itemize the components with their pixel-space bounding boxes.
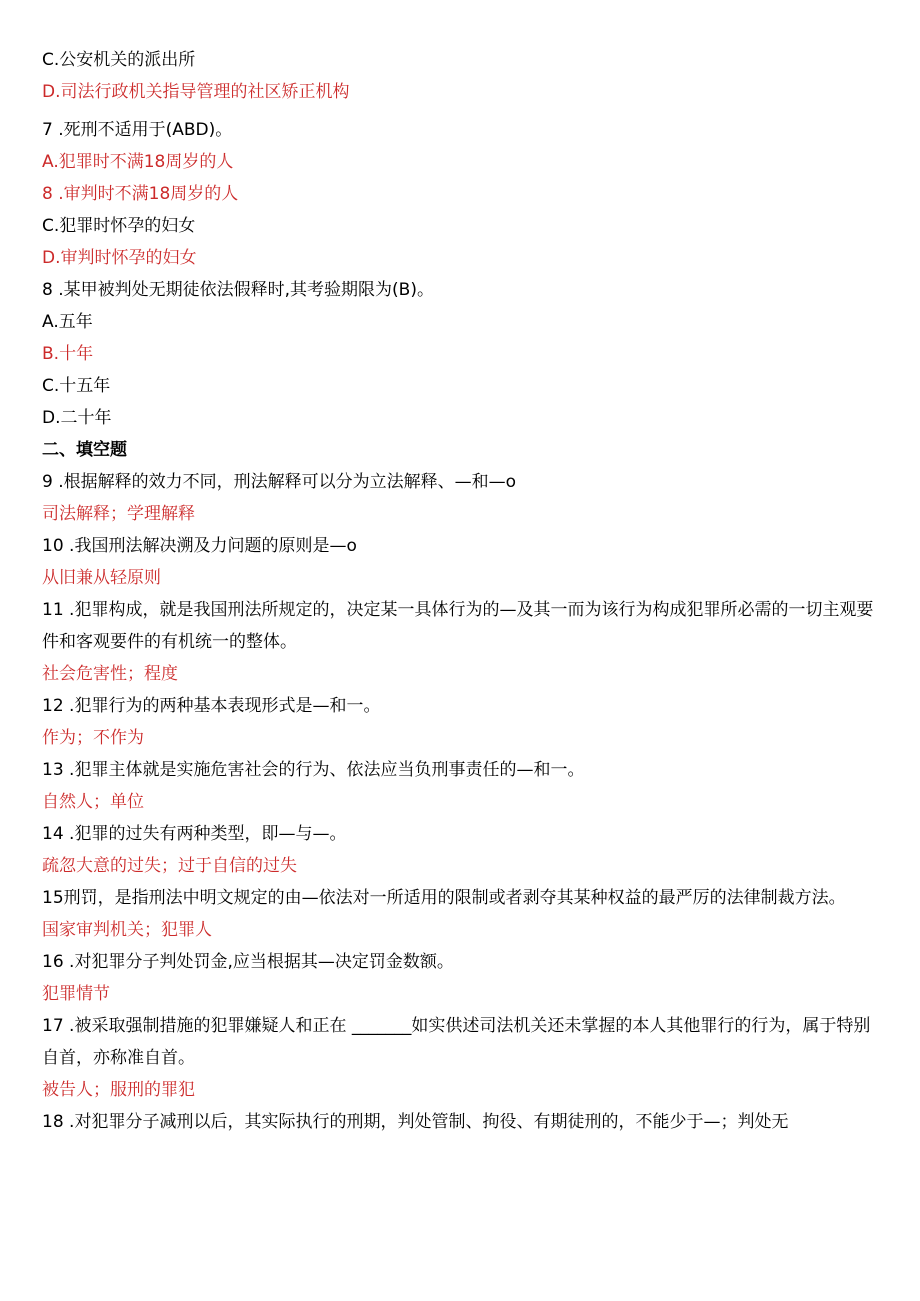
- answer-option-line: D.司法行政机关指导管理的社区矫正机构: [42, 82, 350, 102]
- question-line: 13 .犯罪主体就是实施危害社会的行为、依法应当负刑事责任的—和一。: [42, 760, 585, 780]
- answer-line: 被告人；服刑的罪犯: [42, 1080, 195, 1100]
- question-line: 7 .死刑不适用于(ABD)。: [42, 120, 233, 140]
- option-line: C.公安机关的派出所: [42, 50, 196, 70]
- option-line: C.犯罪时怀孕的妇女: [42, 216, 196, 236]
- answer-line: 犯罪情节: [42, 984, 110, 1004]
- question-line: 16 .对犯罪分子判处罚金,应当根据其—决定罚金数额。: [42, 952, 454, 972]
- question-line: 9 .根据解释的效力不同，刑法解释可以分为立法解释、—和—o: [42, 472, 517, 492]
- question-line: 10 .我国刑法解决溯及力问题的原则是—o: [42, 536, 357, 556]
- question-line: 18 .对犯罪分子减刑以后，其实际执行的刑期，判处管制、拘役、有期徒刑的，不能少于—；判处无: [42, 1112, 789, 1132]
- question-line: 11 .犯罪构成，就是我国刑法所规定的，决定某一具体行为的—及其一而为该行为构成犯罪所必需的一切主观要件和客观要件的有机统一的整体。: [42, 600, 874, 652]
- answer-line: 自然人；单位: [42, 792, 144, 812]
- answer-line: 司法解释；学理解释: [42, 504, 195, 524]
- answer-option-line: B.十年: [42, 344, 94, 364]
- question-line: 15刑罚，是指刑法中明文规定的由—依法对一所适用的限制或者剥夺其某种权益的最严厉的法律制裁方法。: [42, 888, 846, 908]
- option-line: D.二十年: [42, 408, 112, 428]
- answer-option-line: A.犯罪时不满18周岁的人: [42, 152, 234, 172]
- option-line: A.五年: [42, 312, 93, 332]
- answer-option-line: 8 .审判时不满18周岁的人: [42, 184, 239, 204]
- answer-line: 从旧兼从轻原则: [42, 568, 161, 588]
- answer-line: 社会危害性；程度: [42, 664, 178, 684]
- section-heading: 二、填空题: [42, 440, 127, 460]
- question-line: 17 .被采取强制措施的犯罪嫌疑人和正在 _______如实供述司法机关还未掌握的本人其他罪行的行为，属于特别自首，亦称准自首。: [42, 1016, 871, 1068]
- question-line: 8 .某甲被判处无期徒依法假释时,其考验期限为(B)。: [42, 280, 434, 300]
- question-line: 14 .犯罪的过失有两种类型，即—与—。: [42, 824, 347, 844]
- answer-line: 疏忽大意的过失；过于自信的过失: [42, 856, 297, 876]
- answer-option-line: D.审判时怀孕的妇女: [42, 248, 197, 268]
- option-line: C.十五年: [42, 376, 111, 396]
- question-line: 12 .犯罪行为的两种基本表现形式是—和一。: [42, 696, 381, 716]
- document-page: [42, 44, 882, 1138]
- answer-line: 作为；不作为: [42, 728, 144, 748]
- answer-line: 国家审判机关；犯罪人: [42, 920, 212, 940]
